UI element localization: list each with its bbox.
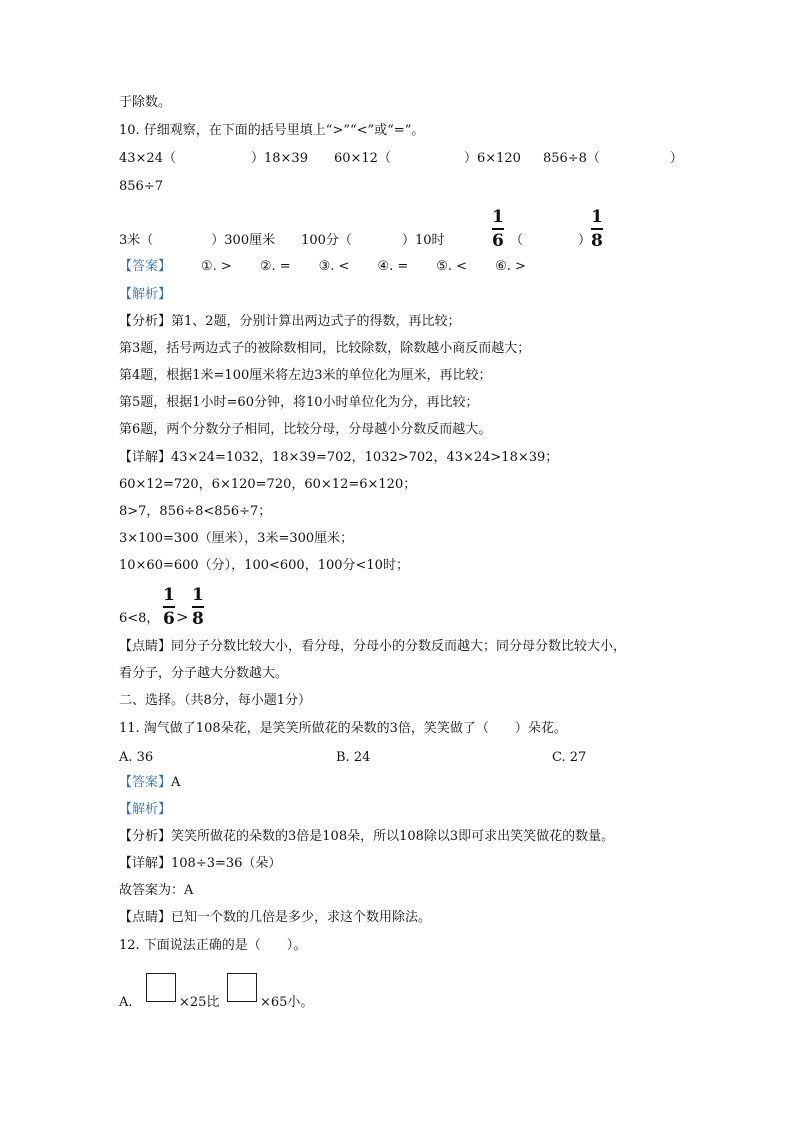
- answer: ②. =: [259, 259, 291, 274]
- fraction-1-8: [192, 586, 204, 628]
- expr: 3米（: [119, 233, 154, 248]
- denominator: 6: [492, 231, 504, 251]
- text-line: 8>7，856÷8<856÷7；: [119, 504, 272, 519]
- text-line: 于除数。: [119, 95, 172, 110]
- q10-row2: [119, 233, 444, 249]
- q10-row1: [119, 151, 683, 167]
- dianjing-line: [119, 910, 431, 926]
- expr: ）300厘米: [211, 233, 276, 248]
- numerator: 1: [492, 207, 504, 227]
- answer: ①. >: [201, 259, 232, 274]
- text-line: 第4题，根据1米=100厘米将左边3米的单位化为厘米，再比较；: [119, 368, 492, 383]
- numerator: 1: [591, 207, 603, 227]
- expr: ）18×39: [250, 151, 308, 166]
- option-a-label: A.: [119, 995, 133, 1010]
- blank-box: [146, 973, 176, 1002]
- expr: ）: [669, 151, 683, 166]
- fenxi-line: [119, 829, 614, 845]
- gt-sign: >: [176, 608, 189, 626]
- dianjing-line: [119, 639, 626, 655]
- text-line: 6<8，: [119, 611, 160, 626]
- text: 同分子分数比较大小，看分母，分母小的分数反而越大；同分母分数比较大小，: [171, 639, 627, 654]
- tag: 【详解】: [119, 450, 172, 465]
- tag: 【详解】: [119, 856, 172, 871]
- section-heading: 二、选择。（共8分，每小题1分）: [119, 693, 312, 708]
- xiangjie-line: [119, 856, 281, 872]
- expr: ）10时: [401, 233, 445, 248]
- fraction-1-6: [492, 208, 504, 250]
- answer-line: [119, 259, 526, 275]
- expr: 60×12（: [333, 151, 391, 166]
- tag: 【分析】: [119, 829, 172, 844]
- text: ×65小。: [260, 995, 314, 1010]
- fraction-1-6: [163, 586, 175, 628]
- fenxi-line: [119, 314, 461, 330]
- text: 已知一个数的几倍是多少，求这个数用除法。: [171, 910, 432, 925]
- text: 第1、2题，分别计算出两边式子的得数，再比较；: [171, 314, 461, 329]
- numerator: 1: [192, 585, 204, 605]
- analysis-tag: 【解析】: [119, 287, 172, 302]
- answer: ④. =: [377, 259, 409, 274]
- text-line: 故答案为：A: [119, 883, 194, 898]
- answer: A: [171, 775, 181, 790]
- bracket-close: ）: [578, 233, 592, 248]
- text-line: 第3题，括号两边式子的被除数相同，比较除数，除数越小商反而越大；: [119, 341, 531, 356]
- text-line: 第6题，两个分数分子相同，比较分母，分母越小分数反而越大。: [119, 422, 492, 437]
- analysis-tag: 【解析】: [119, 802, 172, 817]
- xiangjie-line: [119, 450, 558, 466]
- text-line: 60×12=720，6×120=720，60×12=6×120；: [119, 477, 417, 492]
- expr: 100分（: [301, 233, 352, 248]
- option-b: B. 24: [336, 750, 371, 765]
- text-line: 第5题，根据1小时=60分钟，将10小时单位化为分，再比较；: [119, 395, 479, 410]
- answer-tag: 【答案】: [119, 259, 172, 274]
- text-line: 3×100=300（厘米），3米=300厘米；: [119, 531, 354, 546]
- question-12: 12. 下面说法正确的是（ ）。: [119, 938, 307, 953]
- text-line: 10×60=600（分），100<600，100分<10时；: [119, 558, 409, 573]
- tag: 【分析】: [119, 314, 172, 329]
- text: ×25比: [179, 995, 220, 1010]
- expr: 856÷8（: [542, 151, 600, 166]
- question-10: 10. 仔细观察，在下面的括号里填上“>”“<”或“=”。: [119, 123, 425, 138]
- text: 43×24=1032，18×39=702，1032>702，43×24>18×39；: [171, 450, 559, 465]
- fraction-1-8: [591, 208, 603, 250]
- denominator: 6: [163, 609, 175, 629]
- numerator: 1: [163, 585, 175, 605]
- tag: 【点睛】: [119, 639, 172, 654]
- question-11: 11. 淘气做了108朵花，是笑笑所做花的朵数的3倍，笑笑做了（ ）朵花。: [119, 721, 567, 736]
- answer: ⑤. <: [436, 259, 468, 274]
- option-a: A. 36: [119, 750, 154, 765]
- expr: ）6×120: [463, 151, 521, 166]
- expr: 43×24（: [119, 151, 176, 166]
- answer-line: [119, 775, 180, 791]
- blank-box: [227, 973, 257, 1002]
- option-c: C. 27: [552, 750, 587, 765]
- denominator: 8: [192, 609, 204, 629]
- answer: ⑥. >: [495, 259, 526, 274]
- q10-row1-cont: 856÷7: [119, 179, 163, 194]
- tag: 【点睛】: [119, 910, 172, 925]
- denominator: 8: [591, 231, 603, 251]
- answer: ③. <: [318, 259, 350, 274]
- text: 笑笑所做花的朵数的3倍是108朵，所以108除以3即可求出笑笑做花的数量。: [171, 829, 615, 844]
- text-line: 看分子，分子越大分数越大。: [119, 666, 289, 681]
- answer-tag: 【答案】: [119, 775, 172, 790]
- bracket-open: （: [510, 233, 524, 248]
- text: 108÷3=36（朵）: [171, 856, 282, 871]
